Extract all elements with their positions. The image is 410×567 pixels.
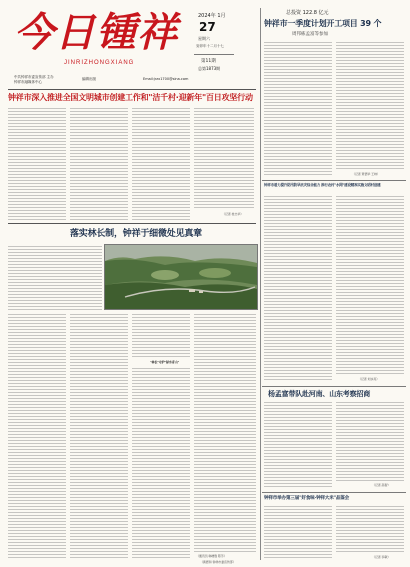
right-top-headline: 钟祥市一季度计划开工项目 39 个: [264, 19, 382, 28]
masthead-weekday: 星期六: [198, 36, 210, 41]
right-bottom-byline: （记者 李敏）: [372, 555, 391, 559]
feature-body-col-2: [70, 314, 128, 560]
right-bottom-headline: 钟祥市举办第三届"好食味·钟祥大米"品鉴会: [264, 496, 350, 501]
masthead-day: 27: [199, 20, 216, 34]
masthead-total-issue: 总第1873期: [198, 66, 221, 71]
lead-headline: 钟祥市深入推进全国文明城市创建工作和"洁千村·迎新年"百日攻坚行动: [8, 93, 253, 102]
right-top-byline: （记者 贾德华 王帅）: [352, 172, 380, 176]
landscape-photo-image: [105, 245, 257, 309]
right-bottom-col-2: [336, 506, 404, 554]
right-bottom-col-1: [264, 506, 332, 560]
lead-byline: （记者 桂志华）: [222, 212, 244, 216]
right-top-col-1: [264, 42, 332, 176]
masthead-editor: 编辑出版: [82, 77, 96, 81]
feature-body-col-3: [132, 314, 190, 358]
feature-subhead: "林长"守护"绿水青山": [150, 360, 180, 364]
lead-column-3: [132, 108, 190, 220]
masthead-contact: Email:jrzx1700@sina.com: [143, 77, 189, 81]
right-lower-headline: 杨孟富带队赴河南、山东考察招商: [268, 390, 370, 398]
right-lower-col-1: [264, 402, 332, 488]
lead-column-2: [70, 108, 128, 220]
right-top-subhead: 周邦栋孟富等参加: [292, 32, 328, 37]
feature-photo: [104, 244, 258, 310]
feature-body-col-1: [8, 314, 66, 560]
right-top-col-2: [336, 42, 404, 170]
masthead: [8, 8, 256, 88]
bottom-note: （黄德和 钟祥市委宣传部）: [200, 560, 236, 564]
right-mid-headline: 钟祥市着力提升防汛防旱抗灾综合能力 推行农村"水网"建设精准实施文明村创建: [264, 183, 381, 187]
lead-column-1: [8, 108, 66, 220]
masthead-lunar: 癸卯年十二月十七: [196, 44, 224, 48]
right-mid-byline: （记者 刘永亮）: [358, 377, 380, 381]
masthead-pinyin: JINRIZHONGXIANG: [64, 60, 135, 66]
feature-intro: [8, 246, 102, 310]
right-mid-col-2: [336, 196, 404, 376]
feature-headline: 落实林长制，钟祥于细微处见真章: [69, 229, 202, 239]
right-lower-byline: （记者 高智）: [372, 483, 391, 487]
feature-body-col-4: [194, 314, 256, 552]
masthead-sponsor2: 钟祥市融媒体中心: [14, 80, 42, 84]
feature-byline: （通讯员 韩增胜 陈芳）: [196, 554, 227, 558]
right-mid-col-1: [264, 196, 332, 382]
masthead-logo: 今日锺祥: [14, 9, 178, 56]
masthead-date: 2024年 1月: [198, 13, 226, 19]
feature-body-col-3b: [132, 368, 190, 560]
masthead-sponsor: 中共钟祥市委宣传部 主办: [14, 75, 54, 79]
right-top-kicker: 总投资 122.8 亿元: [286, 10, 329, 16]
right-lower-col-2: [336, 402, 404, 482]
masthead-issue: 第11期: [201, 59, 216, 64]
lead-column-4: [194, 108, 254, 208]
